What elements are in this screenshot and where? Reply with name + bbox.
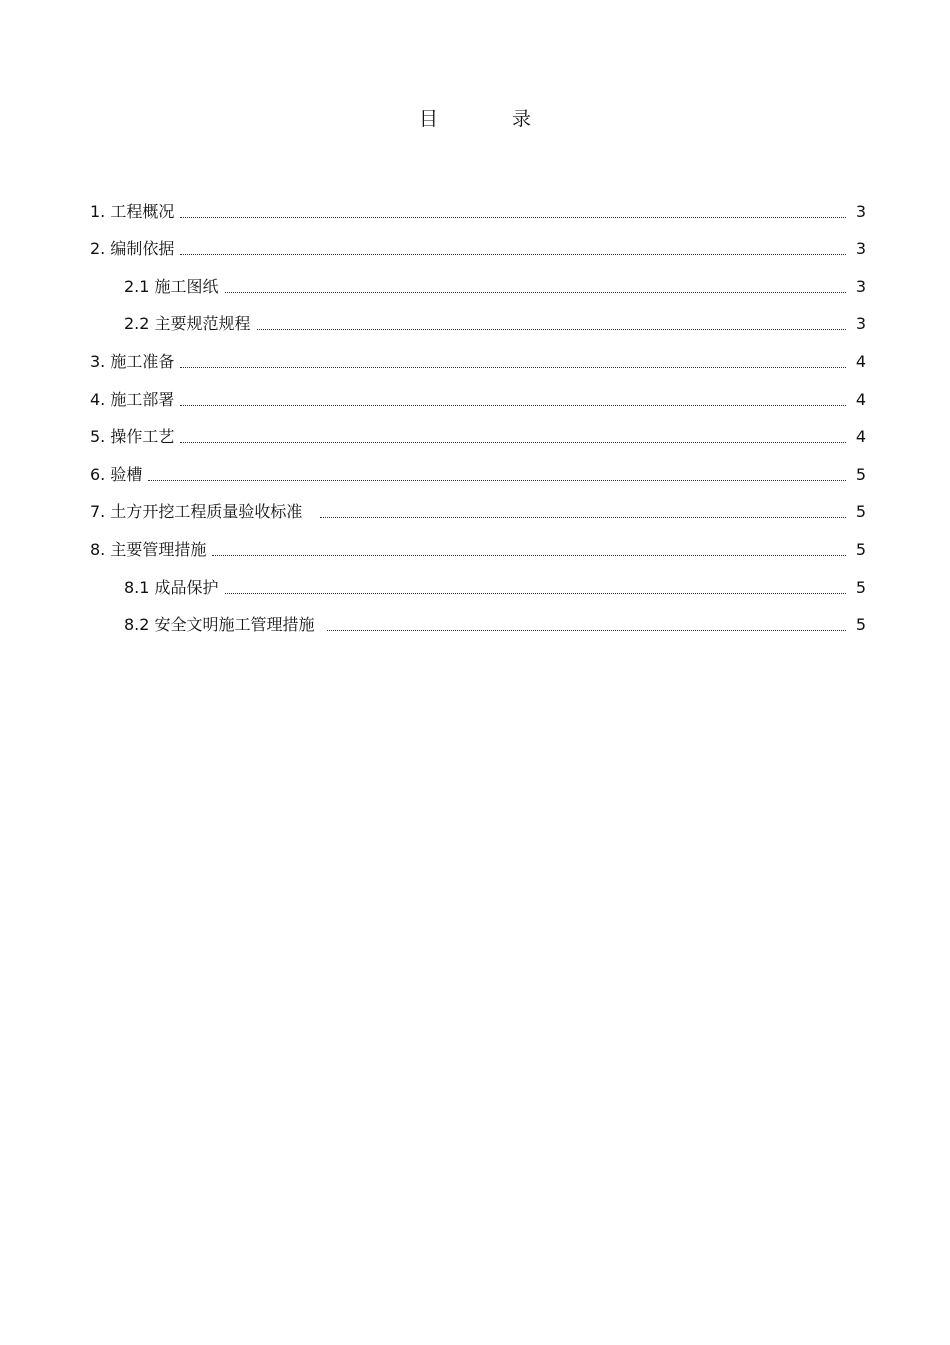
dot-leader bbox=[180, 405, 846, 406]
toc-entry-label: 1. 工程概况 bbox=[90, 201, 175, 221]
toc-entry[interactable] bbox=[90, 410, 872, 448]
toc-entry[interactable] bbox=[90, 372, 872, 410]
toc-subentry[interactable] bbox=[90, 560, 872, 598]
toc-entry-label: 3. 施工准备 bbox=[90, 351, 175, 371]
toc-page-number: 4 bbox=[855, 427, 866, 447]
toc-page-number: 5 bbox=[855, 464, 866, 484]
toc-entry-label: 6. 验槽 bbox=[90, 464, 143, 484]
dot-leader bbox=[225, 593, 846, 594]
dot-leader bbox=[148, 480, 846, 481]
toc-page-number: 3 bbox=[855, 314, 866, 334]
dot-leader bbox=[320, 517, 846, 518]
toc-entry[interactable] bbox=[90, 222, 872, 260]
toc-page-number: 3 bbox=[855, 201, 866, 221]
toc-page-number: 5 bbox=[855, 577, 866, 597]
dot-leader bbox=[225, 292, 846, 293]
toc-entry-label: 2.1 施工图纸 bbox=[124, 276, 219, 296]
toc-entry-label: 5. 操作工艺 bbox=[90, 427, 175, 447]
toc-page-number: 5 bbox=[855, 502, 866, 522]
toc-entry-label: 8.1 成品保护 bbox=[124, 577, 219, 597]
toc-page-number: 5 bbox=[855, 615, 866, 635]
toc-page-number: 5 bbox=[855, 539, 866, 559]
toc-entry-label: 8.2 安全文明施工管理措施 bbox=[124, 615, 315, 635]
dot-leader bbox=[180, 367, 846, 368]
dot-leader bbox=[180, 442, 846, 443]
toc-entry[interactable] bbox=[90, 447, 872, 485]
toc-page-number: 3 bbox=[855, 239, 866, 259]
dot-leader bbox=[180, 254, 846, 255]
toc-entry[interactable] bbox=[90, 522, 872, 560]
toc-page-number: 3 bbox=[855, 276, 866, 296]
toc-subentry[interactable] bbox=[90, 297, 872, 335]
toc-entry-label: 4. 施工部署 bbox=[90, 389, 175, 409]
toc-entry-label: 7. 土方开挖工程质量验收标准 bbox=[90, 502, 303, 522]
toc-subentry[interactable] bbox=[90, 598, 872, 636]
toc-entry[interactable] bbox=[90, 334, 872, 372]
toc-entry-label: 2.2 主要规范规程 bbox=[124, 314, 251, 334]
dot-leader bbox=[327, 630, 846, 631]
toc-entry[interactable] bbox=[90, 184, 872, 222]
toc-entry-label: 2. 编制依据 bbox=[90, 239, 175, 259]
toc-page-number: 4 bbox=[855, 351, 866, 371]
toc-page-number: 4 bbox=[855, 389, 866, 409]
dot-leader bbox=[180, 217, 846, 218]
toc-entry-label: 8. 主要管理措施 bbox=[90, 539, 207, 559]
toc-subentry[interactable] bbox=[90, 259, 872, 297]
toc-entry[interactable] bbox=[90, 485, 872, 523]
page-title: 目 录 bbox=[418, 108, 566, 130]
dot-leader bbox=[257, 329, 846, 330]
dot-leader bbox=[212, 555, 846, 556]
toc-list bbox=[90, 184, 872, 635]
